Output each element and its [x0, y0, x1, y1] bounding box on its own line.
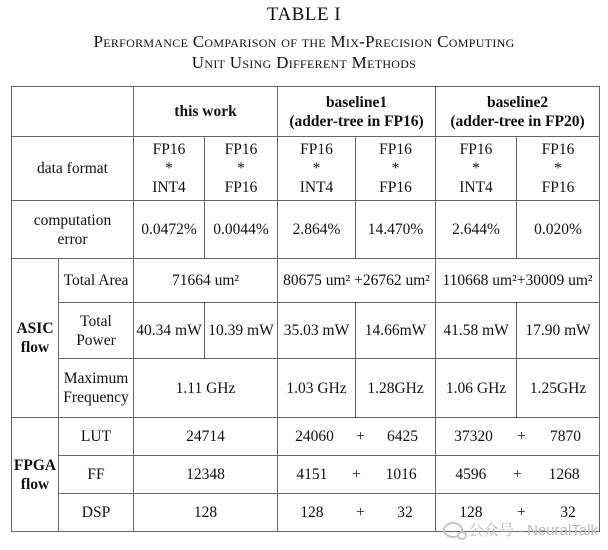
data-format-cell: FP16 * INT4 [278, 137, 356, 201]
header-row [12, 87, 600, 137]
header-baseline1-title: baseline1 [325, 93, 388, 111]
power-value: 41.58 mW [436, 303, 517, 359]
power-value: 17.90 mW [517, 303, 600, 359]
power-value: 40.34 mW [134, 303, 205, 359]
wechat-icon [443, 522, 463, 538]
error-value: 0.0044% [205, 201, 278, 259]
data-format-cell: FP16 * FP16 [356, 137, 436, 201]
frequency-value: 1.06 GHz [436, 359, 517, 418]
dsp-baseline2: 128 + 32 [436, 494, 600, 532]
ff-row [12, 456, 600, 494]
header-this-work: this work [134, 87, 278, 137]
total-area-baseline1: 80675 um² +26762 um² [278, 259, 436, 303]
asic-flow-label: ASIC flow [12, 259, 59, 418]
performance-table [11, 86, 600, 532]
computation-error-label: computation error [12, 201, 134, 259]
table-title-line2: Unit Using Different Methods [191, 53, 417, 72]
error-value: 0.0472% [134, 201, 205, 259]
total-power-label: Total Power [59, 303, 134, 359]
header-baseline2-title: baseline2 [486, 93, 549, 111]
header-baseline2-sub: (adder-tree in FP20) [450, 112, 585, 130]
max-frequency-label: Maximum Frequency [59, 359, 134, 418]
lut-row [12, 418, 600, 456]
header-empty-cell [12, 87, 134, 137]
dsp-this-work: 128 [134, 494, 278, 532]
watermark-text: 公众号 · NeuralTalk [468, 522, 598, 539]
ff-label: FF [59, 456, 134, 494]
data-format-cell: FP16 * FP16 [205, 137, 278, 201]
error-value: 2.864% [278, 201, 356, 259]
frequency-this-work: 1.11 GHz [134, 359, 278, 418]
ff-this-work: 12348 [134, 456, 278, 494]
power-value: 14.66mW [356, 303, 436, 359]
data-format-row [12, 137, 600, 201]
frequency-value: 1.03 GHz [278, 359, 356, 418]
max-frequency-row [12, 359, 600, 418]
table-title [0, 31, 608, 73]
lut-baseline1: 24060 + 6425 [278, 418, 436, 456]
lut-this-work: 24714 [134, 418, 278, 456]
frequency-value: 1.28GHz [356, 359, 436, 418]
power-value: 10.39 mW [205, 303, 278, 359]
watermark [443, 519, 598, 540]
ff-baseline1: 4151 + 1016 [278, 456, 436, 494]
fpga-flow-label: FPGA flow [12, 418, 59, 532]
table-title-line1: Performance Comparison of the Mix-Precision Computing [93, 32, 515, 51]
data-format-cell: FP16 * INT4 [436, 137, 517, 201]
error-value: 14.470% [356, 201, 436, 259]
total-area-row [12, 259, 600, 303]
lut-baseline2: 37320 + 7870 [436, 418, 600, 456]
data-format-label: data format [12, 137, 134, 201]
total-area-baseline2: 110668 um²+30009 um² [436, 259, 600, 303]
table-number: TABLE I [266, 4, 342, 25]
dsp-baseline1: 128 + 32 [278, 494, 436, 532]
error-value: 0.020% [517, 201, 600, 259]
header-baseline2 [436, 87, 600, 137]
ff-baseline2: 4596 + 1268 [436, 456, 600, 494]
total-area-this-work: 71664 um² [134, 259, 278, 303]
total-power-row [12, 303, 600, 359]
data-format-cell: FP16 * INT4 [134, 137, 205, 201]
header-baseline1-sub: (adder-tree in FP16) [289, 112, 424, 130]
header-baseline1 [278, 87, 436, 137]
data-format-cell: FP16 * FP16 [517, 137, 600, 201]
total-area-label: Total Area [59, 259, 134, 303]
lut-label: LUT [59, 418, 134, 456]
computation-error-row [12, 201, 600, 259]
dsp-label: DSP [59, 494, 134, 532]
error-value: 2.644% [436, 201, 517, 259]
frequency-value: 1.25GHz [517, 359, 600, 418]
power-value: 35.03 mW [278, 303, 356, 359]
